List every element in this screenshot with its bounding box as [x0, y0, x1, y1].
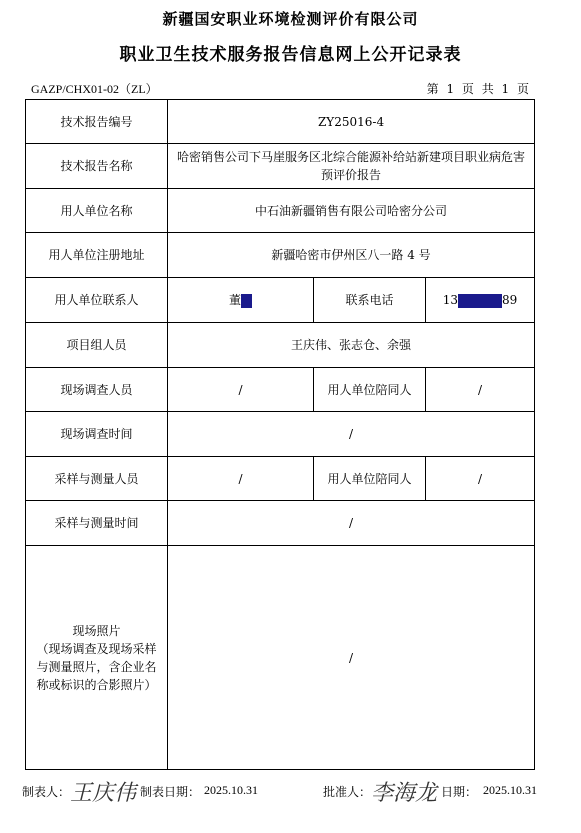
- label-survey-accompany: 用人单位陪同人: [314, 368, 426, 412]
- value-survey-staff: /: [168, 368, 314, 412]
- label-sampling-staff: 采样与测量人员: [26, 457, 168, 501]
- label-team: 项目组人员: [26, 323, 168, 368]
- maker-signature: 王庆伟: [70, 781, 137, 806]
- value-sampling-time: /: [168, 501, 535, 546]
- row-sampling-time: [26, 501, 535, 546]
- label-employer-name: 用人单位名称: [26, 189, 168, 233]
- contact-name-visible: 董: [228, 293, 241, 307]
- row-employer-name: [26, 189, 535, 233]
- record-table: [25, 99, 535, 770]
- value-contact: [168, 278, 314, 323]
- page-info: 第 1 页 共 1 页: [426, 82, 531, 96]
- row-employer-address: [26, 233, 535, 278]
- label-survey-time: 现场调查时间: [26, 412, 168, 457]
- row-team: [26, 323, 535, 368]
- approver-signature: 李海龙: [371, 781, 438, 806]
- value-phone: [426, 278, 535, 323]
- value-survey-accompany: /: [426, 368, 535, 412]
- value-report-name: 哈密销售公司下马崖服务区北综合能源补给站新建项目职业病危害预评价报告: [168, 144, 535, 189]
- value-photos: /: [168, 546, 535, 770]
- row-survey-time: [26, 412, 535, 457]
- value-report-no: ZY25016-4: [168, 100, 535, 144]
- row-report-name: [26, 144, 535, 189]
- approve-date: 2025.10.31: [483, 783, 537, 797]
- label-sampling-time: 采样与测量时间: [26, 501, 168, 546]
- organization-name: 新疆国安职业环境检测评价有限公司: [162, 10, 419, 28]
- document-title: 职业卫生技术服务报告信息网上公开记录表: [119, 45, 462, 65]
- label-report-no: 技术报告编号: [26, 100, 168, 144]
- label-photos: [26, 546, 168, 770]
- row-report-no: [26, 100, 535, 144]
- maker-label: 制表人：: [22, 785, 71, 799]
- label-photos-main: 现场照片: [72, 623, 121, 638]
- value-team: 王庆伟、张志仓、余强: [168, 323, 535, 368]
- row-photos: [26, 546, 535, 770]
- redaction-block: [241, 294, 252, 308]
- phone-prefix: 13: [442, 293, 459, 307]
- value-sampling-accompany: /: [426, 457, 535, 501]
- label-phone: 联系电话: [314, 278, 426, 323]
- phone-suffix: 89: [502, 293, 518, 307]
- approver-label: 批准人：: [323, 785, 372, 799]
- row-contact: [26, 278, 535, 323]
- row-survey-staff: [26, 368, 535, 412]
- label-survey-staff: 现场调查人员: [26, 368, 168, 412]
- label-sampling-accompany: 用人单位陪同人: [314, 457, 426, 501]
- form-code: GAZP/CHX01-02（ZL）: [31, 82, 158, 96]
- redaction-block: [458, 294, 502, 308]
- approve-date-label: 日期：: [441, 785, 478, 799]
- label-contact: 用人单位联系人: [26, 278, 168, 323]
- label-photos-note: （现场调查及现场采样与测量照片，含企业名称或标识的合影照片）: [36, 641, 157, 692]
- value-sampling-staff: /: [168, 457, 314, 501]
- row-sampling-staff: [26, 457, 535, 501]
- label-report-name: 技术报告名称: [26, 144, 168, 189]
- label-employer-address: 用人单位注册地址: [26, 233, 168, 278]
- value-employer-address: 新疆哈密市伊州区八一路 4 号: [168, 233, 535, 278]
- make-date-label: 制表日期：: [140, 785, 201, 799]
- value-employer-name: 中石油新疆销售有限公司哈密分公司: [168, 189, 535, 233]
- value-survey-time: /: [168, 412, 535, 457]
- make-date: 2025.10.31: [204, 783, 258, 797]
